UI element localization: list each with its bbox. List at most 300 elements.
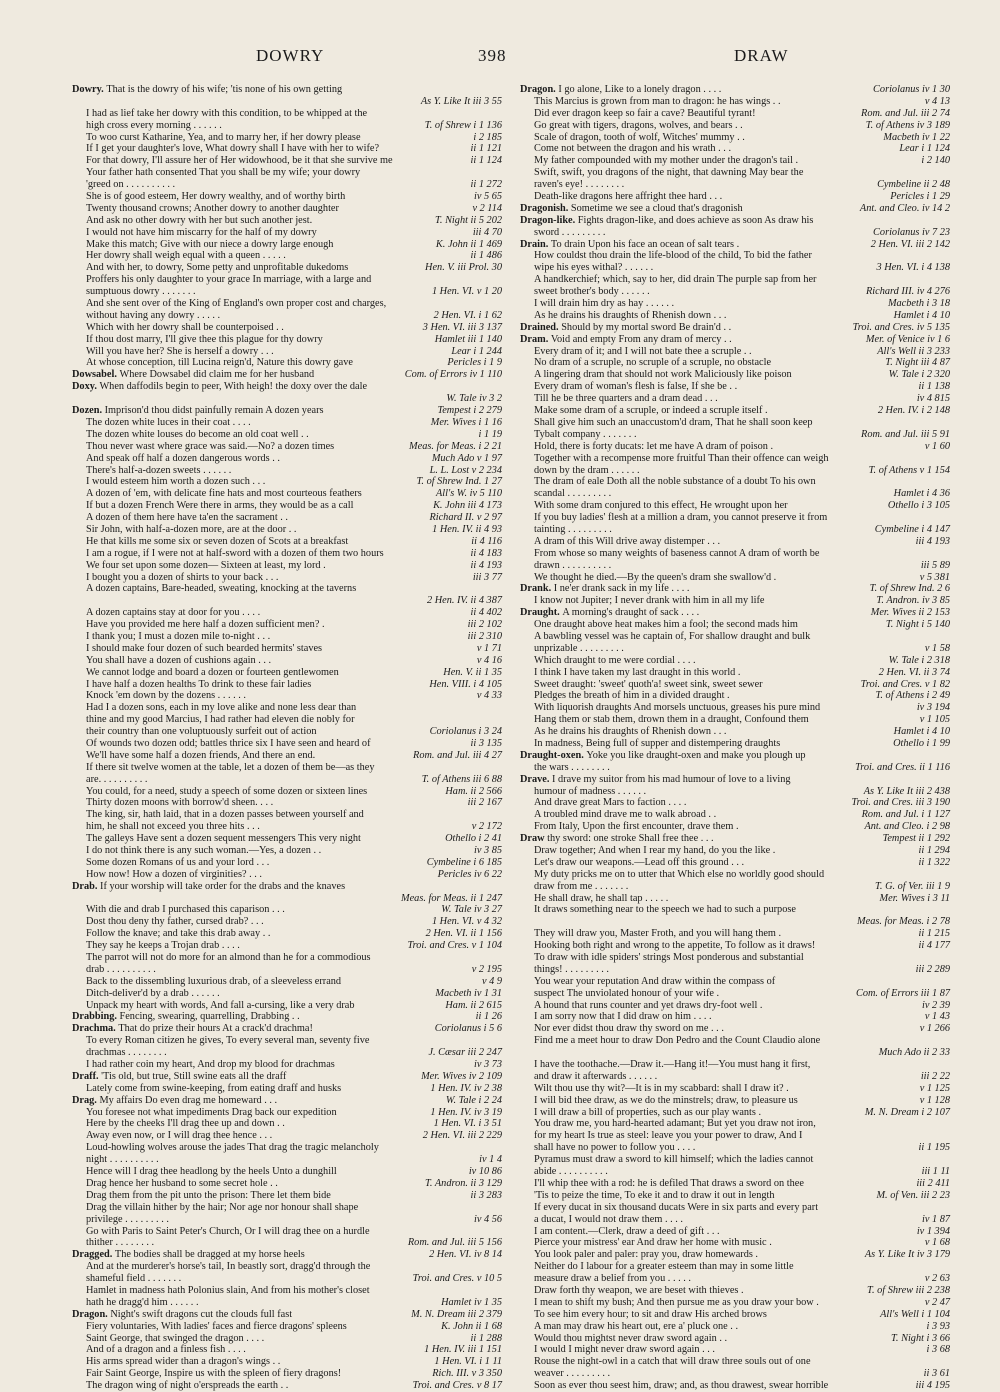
quotation-text: As he drains his draughts of Rhenish down . . . — [534, 726, 727, 738]
concordance-line — [520, 488, 950, 500]
concordance-line — [520, 322, 950, 334]
concordance-line — [520, 940, 950, 952]
concordance-line — [72, 881, 502, 893]
concordance-line — [72, 512, 502, 524]
quotation-text: And with her, to dowry, Some petty and unprofitable dukedoms — [86, 262, 349, 274]
concordance-line — [520, 833, 950, 845]
quotation-text: Had I a dozen sons, each in my love alike and none less dear than — [86, 702, 357, 714]
play-reference: Macbeth iv 1 22 — [880, 132, 950, 144]
concordance-line — [72, 916, 502, 928]
quotation-text: the wars . . . . . . . . — [534, 761, 610, 773]
play-reference: Pericles iv 6 22 — [435, 869, 502, 881]
quotation-text: I go alone, Like to a lonely dragon . . . . — [558, 84, 722, 95]
quotation-text: Lately come from swine-keeping, from eating draff and husks — [86, 1082, 342, 1094]
quotation-text: Death-like dragons here affright thee hard . . . — [534, 191, 723, 203]
quotation-text: Shall give him such an unaccustom'd dram, That he shall soon keep — [534, 416, 813, 428]
concordance-line — [72, 1118, 502, 1130]
concordance-line — [72, 476, 502, 488]
quotation-text: If you buy ladies' flesh at a million a dram, you cannot preserve it from — [534, 512, 828, 524]
quotation-text: Back to the dissembling luxurious drab, of a sleeveless errand — [86, 975, 342, 987]
concordance-line — [520, 381, 950, 393]
concordance-line — [72, 357, 502, 369]
play-reference: v 2 47 — [922, 1297, 950, 1309]
play-reference: iv 3 194 — [914, 702, 950, 714]
quotation-text: Fencing, swearing, quarrelling, Drabbing . . — [119, 1011, 300, 1023]
quotation-text: thine and my good Marcius, I had rather had eleven die nobly for — [86, 714, 355, 726]
play-reference: 2 Hen. VI. i 1 62 — [431, 310, 502, 322]
play-reference: Macbeth iv 1 31 — [432, 988, 502, 1000]
quotation-text: It draws something near to the speech we had to such a purpose — [534, 904, 796, 916]
concordance-line — [520, 250, 950, 262]
concordance-line — [72, 1011, 502, 1023]
quotation-text: The bodies shall be dragged at my horse heels — [114, 1249, 305, 1261]
concordance-line — [520, 262, 950, 274]
quotation-text: I am a rogue, if I were not at half-sword with a dozen of them two hours — [86, 547, 384, 559]
headword: Doxy. — [72, 381, 100, 393]
concordance-line — [72, 215, 502, 227]
quotation-text: I had as lief take her dowry with this condition, to be whipped at the — [86, 107, 368, 119]
concordance-line — [520, 809, 950, 821]
play-reference: iv 1 394 — [914, 1226, 950, 1238]
concordance-line — [72, 1154, 502, 1166]
concordance-line — [520, 143, 950, 155]
concordance-line — [72, 774, 502, 786]
quotation-text: thy sword: one stroke Shall free thee . . . — [547, 833, 714, 845]
quotation-text: I would I might never draw sword again . . . — [534, 1344, 716, 1356]
quotation-text: We four set upon some dozen— Sixteen at least, my lord . — [86, 559, 326, 571]
quotation-text: If there sit twelve women at the table, let a dozen of them be—as they — [86, 761, 375, 773]
play-reference: Troi. and Cres. v 8 17 — [410, 1380, 502, 1392]
play-reference: 2 Hen. VI. iii 2 142 — [868, 239, 950, 251]
concordance-line — [72, 1321, 502, 1333]
concordance-line — [72, 548, 502, 560]
play-reference: iv 3 85 — [471, 845, 502, 857]
concordance-line — [520, 976, 950, 988]
headword: Draw — [520, 833, 548, 845]
quotation-text: drawn . . . . . . . . . . — [534, 559, 612, 571]
play-reference: Hamlet iii 1 140 — [432, 334, 502, 346]
concordance-line — [520, 1166, 950, 1178]
headword: Dowry. — [72, 84, 107, 95]
quotation-text: Sweet draught: 'sweet' quoth'a! sweet sink, sweet sewer — [534, 678, 763, 690]
quotation-text: I'll whip thee with a rod: he is defiled That draws a sword on thee — [534, 1177, 804, 1189]
concordance-line — [72, 1297, 502, 1309]
play-reference: v 1 266 — [917, 1023, 950, 1035]
concordance-line — [72, 524, 502, 536]
quotation-text: Sir John, with half-a-dozen more, are at the door . . — [86, 523, 297, 535]
play-reference: Othello i 3 105 — [885, 500, 950, 512]
play-reference: Com. of Errors iii 1 87 — [853, 988, 950, 1000]
quotation-text: The dozen white luces in their coat . . . . — [86, 416, 251, 428]
quotation-text: sumptuous dowry . . . . . . . — [86, 286, 196, 298]
quotation-text: hath he dragg'd him . . . . . . — [86, 1296, 199, 1308]
quotation-text: From Italy, Upon the first encounter, drave them . — [534, 821, 739, 833]
concordance-line — [520, 714, 950, 726]
quotation-text: Find me a meet hour to draw Don Pedro and the Count Claudio alone — [534, 1035, 821, 1047]
quotation-text: Hence will I drag thee headlong by the heels Unto a dunghill — [86, 1166, 337, 1178]
quotation-text: You wear your reputation And draw within the compass of — [534, 975, 776, 987]
quotation-text: Saint George, that swinged the dragon . . . . — [86, 1332, 265, 1344]
play-reference: T. Night i 5 140 — [883, 619, 950, 631]
play-reference: iii 4 193 — [913, 536, 950, 548]
quotation-text: The dozen white louses do become an old coat well . . — [86, 428, 309, 440]
play-reference: v 2 63 — [922, 1273, 950, 1285]
quotation-text: Her dowry shall weigh equal with a queen . . . . . — [86, 250, 286, 262]
play-reference: v 2 195 — [469, 964, 502, 976]
concordance-line — [520, 536, 950, 548]
quotation-text: their country than one voluptuously surfeit out of action — [86, 726, 317, 738]
quotation-text: Scale of dragon, tooth of wolf, Witches' mummy . . — [534, 131, 745, 143]
quotation-text: Neither do I labour for a greater esteem than may in some little — [534, 1261, 794, 1273]
headword: Dragon. — [520, 84, 559, 95]
quotation-text: I should make four dozen of such bearded hermits' staves — [86, 642, 323, 654]
concordance-line — [72, 1071, 502, 1083]
quotation-text: Dost thou deny thy father, cursed drab? . . . — [86, 916, 264, 928]
concordance-line — [520, 274, 950, 286]
quotation-text: If every ducat in six thousand ducats Were in six parts and every part — [534, 1201, 819, 1213]
quotation-text: That is the dowry of his wife; 'tis none of his own getting — [106, 84, 343, 95]
concordance-line — [520, 524, 950, 536]
play-reference: Tempest ii 1 292 — [880, 833, 950, 845]
quotation-text: I know not Jupiter; I never drank with him in all my life — [534, 595, 765, 607]
play-reference: iii 2 310 — [465, 631, 502, 643]
quotation-text: Go great with tigers, dragons, wolves, and bears . . — [534, 119, 743, 131]
quotation-text: To drain Upon his face an ocean of salt tears . — [550, 238, 740, 250]
quotation-text: I will drain him dry as hay . . . . . . — [534, 298, 675, 310]
concordance-line — [520, 1380, 950, 1392]
page-header — [0, 46, 1000, 72]
quotation-text: for my heart Is true as steel: leave you your power to draw, And I — [534, 1130, 803, 1142]
play-reference: 1 Hen. VI. v 4 32 — [429, 916, 502, 928]
quotation-text: privilege . . . . . . . . . — [86, 1213, 169, 1225]
play-reference: 3 Hen. VI. iii 3 137 — [420, 322, 502, 334]
play-reference: W. Tale i 2 320 — [886, 369, 950, 381]
concordance-line — [520, 227, 950, 239]
concordance-line — [72, 1333, 502, 1345]
concordance-line — [520, 1023, 950, 1035]
play-reference: iii 2 411 — [913, 1178, 950, 1190]
play-reference: Com. of Errors iv 1 110 — [402, 369, 502, 381]
quotation-text: And drave great Mars to faction . . . . — [534, 797, 687, 809]
quotation-text: Fights dragon-like, and does achieve as soon As draw his — [577, 214, 814, 226]
quotation-text: Hooking both right and wrong to the appetite, To follow as it draws! — [534, 940, 816, 952]
play-reference: 3 Hen. VI. i 4 138 — [874, 262, 951, 274]
quotation-text: The dram of eale Doth all the noble substance of a doubt To his own — [534, 476, 816, 488]
quotation-text: Let's draw our weapons.—Lead off this ground . . . — [534, 856, 745, 868]
concordance-line — [72, 250, 502, 262]
quotation-text: Together with a recompense more fruitful Than their offence can weigh — [534, 452, 829, 464]
quotation-text: wipe his eyes withal? . . . . . . — [534, 262, 654, 274]
quotation-text: A bawbling vessel was he captain of, For shallow draught and bulk — [534, 630, 811, 642]
concordance-line — [72, 155, 502, 167]
concordance-line — [72, 964, 502, 976]
play-reference: Mer. of Venice iv 1 6 — [863, 334, 950, 346]
play-reference: As Y. Like It iii 3 55 — [418, 96, 502, 108]
concordance-line — [72, 191, 502, 203]
quotation-text: I would not have him miscarry for the half of my dowry — [86, 226, 317, 238]
quotation-text: I mean to shift my bush; And then pursue me as you draw your bow . — [534, 1296, 819, 1308]
quotation-text: Drag them from the pit unto the prison: There let them bide — [86, 1189, 331, 1201]
play-reference: Much Ado ii 2 33 — [876, 1047, 950, 1059]
play-reference: Meas. for Meas. ii 1 247 — [398, 893, 502, 905]
play-reference: Lear i 1 124 — [896, 143, 950, 155]
play-reference: Hamlet iv 1 35 — [438, 1297, 502, 1309]
quotation-text: The dragon wing of night o'erspreads the earth . . — [86, 1380, 289, 1392]
concordance-line — [72, 1273, 502, 1285]
play-reference: Tempest i 2 279 — [434, 405, 502, 417]
concordance-line — [72, 667, 502, 679]
concordance-line — [72, 1166, 502, 1178]
concordance-line — [520, 334, 950, 346]
quotation-text: That do prize their hours At a crack'd drachma! — [118, 1023, 313, 1035]
concordance-line — [72, 1237, 502, 1249]
play-reference: T. Night ii 5 202 — [432, 215, 502, 227]
concordance-line — [520, 845, 950, 857]
play-reference: Pericles i 1 29 — [887, 191, 950, 203]
concordance-line — [72, 488, 502, 500]
concordance-line — [72, 1178, 502, 1190]
quotation-text: A man may draw his heart out, ere a' pluck one . . — [534, 1320, 739, 1332]
play-reference: Richard III. iv 4 276 — [863, 286, 950, 298]
quotation-text: shameful field . . . . . . . — [86, 1273, 182, 1285]
quotation-text: Away even now, or I will drag thee hence . . . — [86, 1130, 273, 1142]
concordance-line — [520, 1154, 950, 1166]
play-reference: W. Tale i 2 318 — [886, 655, 950, 667]
concordance-line — [520, 548, 950, 560]
quotation-text: I have half a dozen healths To drink to these fair ladies — [86, 678, 312, 690]
play-reference: Hamlet i 4 10 — [891, 726, 950, 738]
concordance-line — [72, 239, 502, 251]
quotation-text: A dozen captains stay at door for you . . . . — [86, 607, 261, 619]
quotation-text: With some dram conjured to this effect, He wrought upon her — [534, 500, 788, 512]
quotation-text: Imprison'd thou didst painfully remain A dozen years — [104, 405, 324, 417]
quotation-text: Loud-howling wolves arouse the jades That drag the tragic melancholy — [86, 1142, 379, 1154]
concordance-line — [520, 393, 950, 405]
concordance-line — [520, 1368, 950, 1380]
play-reference: iii 2 22 — [918, 1071, 950, 1083]
play-reference: T. of Athens v 1 154 — [866, 465, 950, 477]
play-reference: 2 Hen. VI. iv 8 14 — [426, 1249, 502, 1261]
concordance-line — [72, 643, 502, 655]
concordance-line — [520, 96, 950, 108]
quotation-text: Will you have her? She is herself a dowry . . . — [86, 345, 274, 357]
quotation-text: At whose conception, till Lucina reign'd, Nature this dowry gave — [86, 357, 353, 369]
concordance-line — [72, 655, 502, 667]
concordance-line — [72, 869, 502, 881]
play-reference: Rom. and Jul. iii 2 74 — [858, 108, 950, 120]
play-reference: ii 1 26 — [473, 1011, 502, 1023]
quotation-text: Pierce your mistress' ear And draw her home with music . — [534, 1237, 772, 1249]
play-reference: ii 1 195 — [916, 1142, 950, 1154]
play-reference: ii 4 116 — [468, 536, 502, 548]
quotation-text: You draw me, you hard-hearted adamant; But yet you draw not iron, — [534, 1118, 816, 1130]
concordance-line — [520, 1107, 950, 1119]
concordance-line — [520, 84, 950, 96]
concordance-line — [72, 797, 502, 809]
concordance-line — [72, 1285, 502, 1297]
concordance-line — [72, 1356, 502, 1368]
concordance-line — [72, 952, 502, 964]
concordance-line — [72, 679, 502, 691]
quotation-text: We thought he died.—By the queen's dram she swallow'd . — [534, 571, 777, 583]
quotation-text: Did ever dragon keep so fair a cave? Beautiful tyrant! — [534, 107, 756, 119]
play-reference: iii 2 289 — [913, 964, 950, 976]
play-reference: T. G. of Ver. iii 1 9 — [872, 881, 950, 893]
concordance-line — [520, 357, 950, 369]
quotation-text: sword . . . . . . . . . — [534, 226, 606, 238]
concordance-line — [520, 1226, 950, 1238]
headword: Drabbing. — [72, 1011, 120, 1023]
concordance-line — [520, 726, 950, 738]
quotation-text: If I get your daughter's love, What dowry shall I have with her to wife? — [86, 143, 380, 155]
play-reference: i 3 68 — [924, 1344, 950, 1356]
concordance-line — [72, 262, 502, 274]
play-reference: Hamlet i 4 10 — [891, 310, 950, 322]
quotation-text: You shall have a dozen of cushions again . . . — [86, 654, 272, 666]
quotation-text: are. . . . . . . . . . — [86, 773, 148, 785]
running-head-left: DOWRY — [256, 46, 325, 65]
quotation-text: We'll have some half a dozen friends, And there an end. — [86, 749, 316, 761]
quotation-text: A morning's draught of sack . . . . — [562, 607, 700, 619]
play-reference: As Y. Like It iv 3 179 — [862, 1249, 950, 1261]
play-reference: T. Night iii 4 87 — [882, 357, 950, 369]
concordance-line — [72, 976, 502, 988]
play-reference: ii 1 272 — [468, 179, 502, 191]
quotation-text: 'Tis to peize the time, To eke it and to draw it out in length — [534, 1189, 775, 1201]
play-reference: v 4 13 — [922, 96, 950, 108]
quotation-text: I think I have taken my last draught in this world . — [534, 666, 741, 678]
quotation-text: sweet brother's body . . . . . . — [534, 286, 650, 298]
concordance-line — [520, 1333, 950, 1345]
play-reference: i 3 93 — [924, 1321, 950, 1333]
concordance-line — [520, 120, 950, 132]
concordance-line — [520, 1000, 950, 1012]
play-reference: v 4 9 — [479, 976, 502, 988]
play-reference: Lear i 1 244 — [448, 346, 502, 358]
concordance-line — [520, 286, 950, 298]
concordance-line — [520, 465, 950, 477]
concordance-line — [72, 1107, 502, 1119]
right-column — [520, 84, 950, 1392]
concordance-line — [520, 797, 950, 809]
quotation-text: I have the toothache.—Draw it.—Hang it!—You must hang it first, — [534, 1059, 811, 1071]
play-reference: ii 1 288 — [468, 1333, 502, 1345]
concordance-line — [520, 453, 950, 465]
concordance-line — [520, 1321, 950, 1333]
concordance-line — [72, 988, 502, 1000]
concordance-line — [72, 607, 502, 619]
quotation-text: To every Roman citizen he gives, To every several man, seventy five — [86, 1035, 370, 1047]
concordance-line — [72, 821, 502, 833]
quotation-text: Rouse the night-owl in a catch that will draw three souls out of one — [534, 1356, 811, 1368]
quotation-text: Would thou mightst never draw sword again . . — [534, 1332, 728, 1344]
quotation-text: drab . . . . . . . . . . — [86, 963, 156, 975]
quotation-text: Drag hence her husband to some secret hole . . — [86, 1177, 278, 1189]
quotation-text: A dozen of them here have ta'en the sacrament . . — [86, 512, 288, 524]
headword: Dragon. — [72, 1308, 111, 1320]
quotation-text: things! . . . . . . . . . — [534, 963, 609, 975]
quotation-text: He shall draw, he shall tap . . . . . — [534, 892, 669, 904]
concordance-line — [72, 84, 502, 96]
concordance-line — [520, 1344, 950, 1356]
quotation-text: We cannot lodge and board a dozen or fourteen gentlewomen — [86, 666, 339, 678]
play-reference: Cymbeline ii 2 48 — [874, 179, 950, 191]
quotation-text: humour of madness . . . . . . — [534, 785, 647, 797]
quotation-text: Every dram of woman's flesh is false, If she be . . — [534, 381, 738, 393]
concordance-line — [72, 1059, 502, 1071]
quotation-text: Hamlet in madness hath Polonius slain, And from his mother's closet — [86, 1284, 370, 1296]
quotation-text: My affairs Do even drag me homeward . . . — [99, 1094, 278, 1106]
running-head-right: DRAW — [734, 46, 789, 65]
concordance-line — [520, 667, 950, 679]
concordance-line — [72, 572, 502, 584]
play-reference: ii 4 177 — [916, 940, 950, 952]
quotation-text: They say he keeps a Trojan drab . . . . — [86, 940, 240, 952]
concordance-line — [520, 1130, 950, 1142]
play-reference: iii 1 11 — [919, 1166, 950, 1178]
quotation-text: To draw with idle spiders' strings Most ponderous and substantial — [534, 952, 804, 964]
concordance-line — [72, 595, 502, 607]
concordance-line — [72, 1380, 502, 1392]
quotation-text: He that kills me some six or seven dozen of Scots at a breakfast — [86, 535, 349, 547]
concordance-line — [72, 1261, 502, 1273]
play-reference: Mer. Wives i 3 11 — [877, 893, 950, 905]
quotation-text: The galleys Have sent a dozen sequent messengers This very night — [86, 833, 361, 845]
play-reference: M. N. Dream i 2 107 — [862, 1107, 950, 1119]
quotation-text: Hang them or stab them, drown them in a draught, Confound them — [534, 714, 809, 726]
concordance-line — [72, 310, 502, 322]
quotation-text: Make this match; Give with our niece a dowry large enough — [86, 238, 334, 250]
play-reference: Othello i 2 41 — [442, 833, 502, 845]
quotation-text: Go with Paris to Saint Peter's Church, Or I will drag thee on a hurdle — [86, 1225, 370, 1237]
play-reference: v 1 58 — [922, 643, 950, 655]
concordance-line — [72, 762, 502, 774]
quotation-text: Fiery voluntaries, With ladies' faces and fierce dragons' spleens — [86, 1320, 347, 1332]
concordance-line — [72, 381, 502, 393]
concordance-line — [72, 500, 502, 512]
quotation-text: A handkerchief; which, say to her, did drain The purple sap from her — [534, 274, 817, 286]
play-reference: Coriolanus iv 7 23 — [870, 227, 950, 239]
quotation-text: without having any dowry . . . . . — [86, 309, 221, 321]
quotation-text: To woo curst Katharine, Yea, and to marry her, if her dowry please — [86, 131, 361, 143]
play-reference: Meas. for Meas. i 2 21 — [406, 441, 502, 453]
quotation-text: And of a dragon and a finless fish . . . . — [86, 1344, 246, 1356]
concordance-line — [520, 405, 950, 417]
concordance-line — [520, 988, 950, 1000]
headword: Dowsabel. — [72, 369, 120, 381]
concordance-line — [520, 690, 950, 702]
concordance-line — [520, 155, 950, 167]
quotation-text: draw from me . . . . . . . — [534, 880, 629, 892]
play-reference: Pericles i 1 9 — [444, 357, 502, 369]
concordance-line — [520, 108, 950, 120]
play-reference: 2 Hen. IV. i 2 148 — [875, 405, 950, 417]
headword: Drain. — [520, 238, 551, 250]
headword: Draught. — [520, 607, 563, 619]
quotation-text: abide . . . . . . . . . . — [534, 1166, 608, 1178]
play-reference: 1 Hen. IV. iv 3 19 — [427, 1107, 502, 1119]
quotation-text: Hold, there is forty ducats: let me have A dram of poison . — [534, 440, 774, 452]
concordance-line — [72, 893, 502, 905]
play-reference: K. John iii 4 173 — [430, 500, 502, 512]
quotation-text: They will draw you, Master Froth, and you will hang them . — [534, 928, 782, 940]
concordance-line — [72, 1309, 502, 1321]
play-reference: Ant. and Cleo. iv 14 2 — [857, 203, 950, 215]
quotation-text: When daffodils begin to peer, With heigh! the doxy over the dale — [99, 381, 368, 393]
play-reference: ii 4 402 — [468, 607, 502, 619]
quotation-text: him, he shall not exceed you three hits . . . — [86, 821, 260, 833]
concordance-line — [520, 869, 950, 881]
